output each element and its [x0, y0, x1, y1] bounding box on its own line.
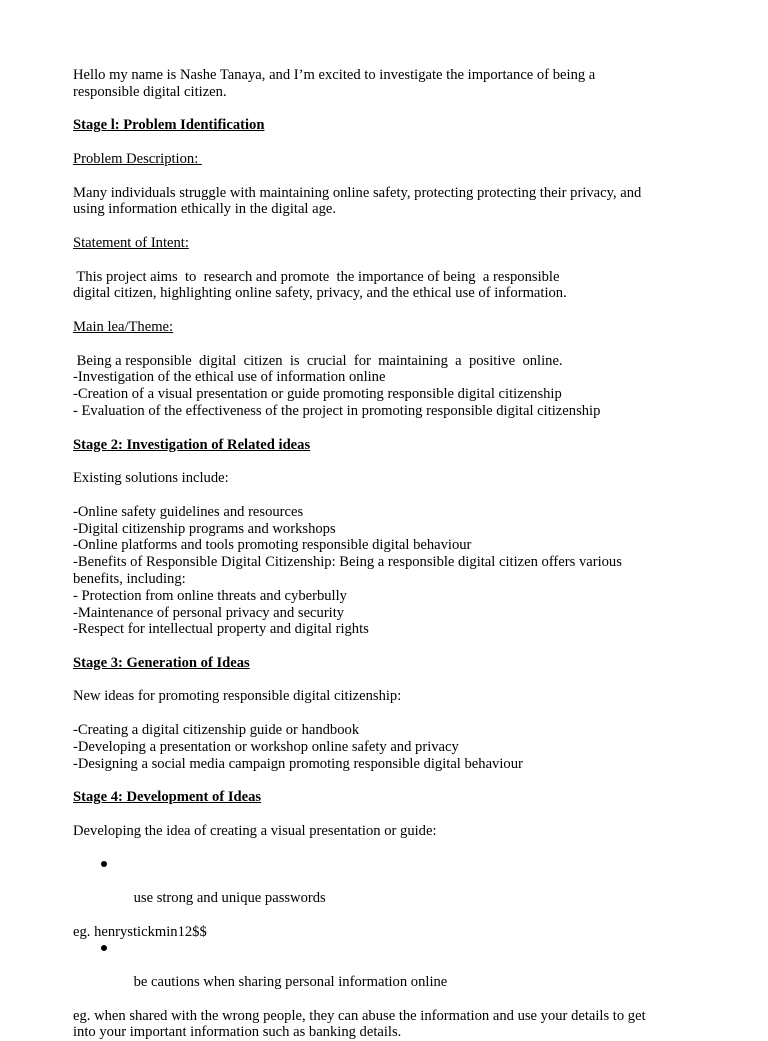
example-text: eg. henrystickmin12$$: [73, 923, 207, 940]
stage4-intro: Developing the idea of creating a visual presentation or guide:: [73, 822, 437, 839]
intent-text: digital citizen, highlighting online safety, privacy, and the ethical use of information.: [73, 285, 567, 302]
bullet-text: be cautions when sharing personal information online: [133, 974, 448, 991]
stage3-heading: Stage 3: Generation of Ideas: [73, 654, 250, 671]
problem-text: Many individuals struggle with maintaining online safety, protecting protecting their privacy, and: [73, 184, 642, 201]
bullet-icon: [101, 861, 107, 867]
stage2-item: -Benefits of Responsible Digital Citizenship: Being a responsible digital citizen offers various: [73, 554, 622, 571]
theme-text: -Investigation of the ethical use of information online: [73, 369, 386, 386]
bullet-icon: [101, 945, 107, 951]
stage3-item: -Developing a presentation or workshop online safety and privacy: [73, 738, 459, 755]
bullet-item: [73, 940, 713, 1007]
stage4-heading: Stage 4: Development of Ideas: [73, 789, 262, 806]
bullet-item: [73, 856, 713, 923]
stage2-item: -Respect for intellectual property and digital rights: [73, 621, 369, 638]
stage3-item: -Designing a social media campaign promoting responsible digital behaviour: [73, 755, 523, 772]
intro-line: Hello my name is Nashe Tanaya, and I’m excited to investigate the importance of being a: [73, 67, 596, 83]
example-text: eg. when shared with the wrong people, they can abuse the information and use your details to get: [73, 1007, 646, 1024]
stage3-intro: New ideas for promoting responsible digital citizenship:: [73, 688, 402, 705]
problem-text: using information ethically in the digital age.: [73, 201, 337, 218]
statement-of-intent-label: Statement of Intent:: [73, 234, 189, 251]
stage2-item: -Maintenance of personal privacy and security: [73, 604, 345, 621]
bullet-text: use strong and unique passwords: [133, 890, 326, 907]
stage2-item: -Online platforms and tools promoting responsible digital behaviour: [73, 537, 472, 554]
stage3-item: -Creating a digital citizenship guide or handbook: [73, 722, 360, 739]
example-text: into your important information such as banking details.: [73, 1024, 402, 1041]
stage2-item: -Online safety guidelines and resources: [73, 503, 304, 520]
stage2-intro: Existing solutions include:: [73, 470, 229, 487]
document-page: [73, 67, 713, 1041]
intent-text: This project aims to research and promote the importance of being a responsible: [73, 268, 560, 285]
intro-line: responsible digital citizen.: [73, 83, 227, 100]
stage2-item: -Digital citizenship programs and workshops: [73, 520, 336, 537]
stage1-heading: Stage l: Problem Identification: [73, 117, 265, 134]
theme-text: - Evaluation of the effectiveness of the project in promoting responsible digital citizenship: [73, 402, 601, 419]
stage2-heading: Stage 2: Investigation of Related ideas: [73, 436, 311, 453]
main-theme-label: Main lea/Theme:: [73, 318, 174, 335]
problem-description-label: Problem Description:: [73, 150, 202, 167]
stage2-item: benefits, including:: [73, 570, 186, 587]
theme-text: -Creation of a visual presentation or guide promoting responsible digital citizenship: [73, 386, 562, 403]
theme-text: Being a responsible digital citizen is crucial for maintaining a positive online.: [73, 352, 563, 369]
stage2-item: - Protection from online threats and cyberbully: [73, 587, 347, 604]
